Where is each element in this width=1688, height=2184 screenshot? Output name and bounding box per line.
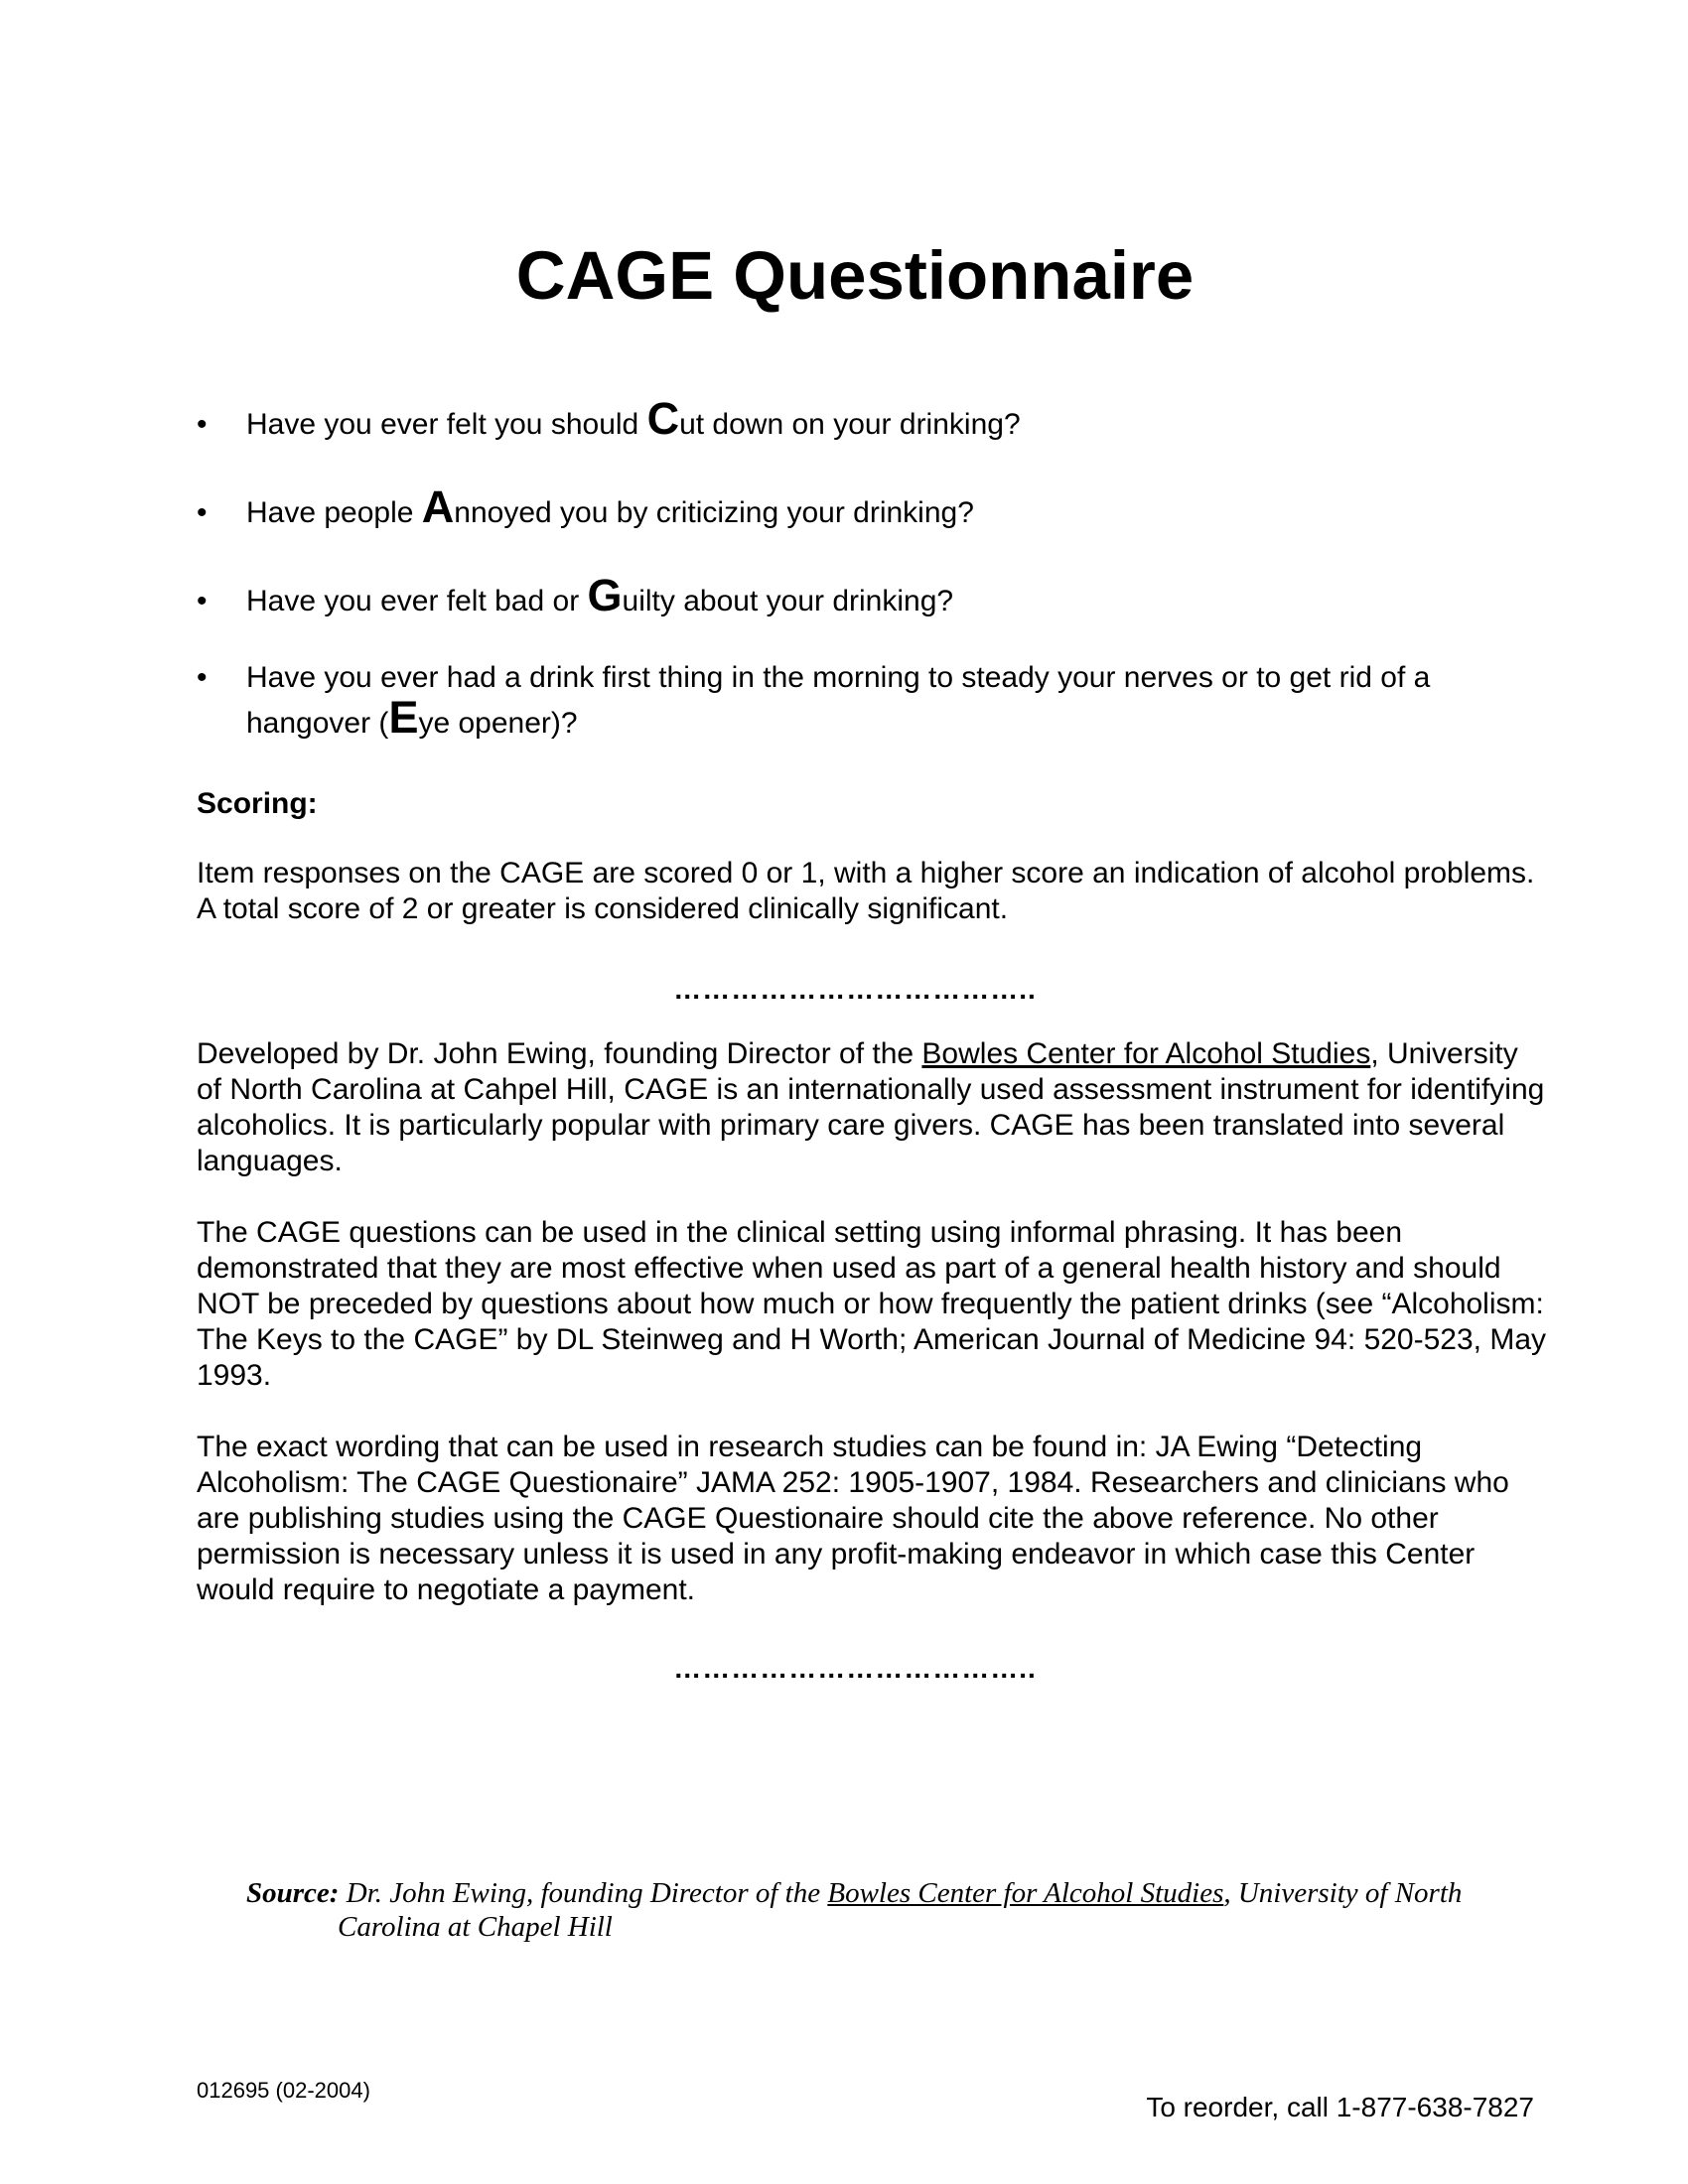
document-page: CAGE Questionnaire • Have you ever felt you should Cut down on your drinking? • Have people Annoyed you by criticizing your drinking? • Have you ever felt bad or Guilty about your drinking? • Have you ever had a drink first thing in the morning to steady your nerves or to get rid of a hangover (Eye opener)? Scoring: Item responses on the CAGE are scored 0 or 1, with a higher score an indication of alcohol problems. A total score of 2 or greater is considered clinically significant. ……………………………….. Developed by Dr. John Ewing, founding Director of the Bowles Center for Alcohol Studies, University of North Carolina at Cahpel Hill, CAGE is an internationally used assessment instrument for identifying alcoholics. It is particularly popular with primary care givers. CAGE has been translated into several languages. The CAGE questions can be used in the clinical setting using informal phrasing. It has been demonstrated that they are most effective when used as part of a general health history and should NOT be preceded by questions about how much or how frequently the patient drinks (see “Alcoholism: The Keys to the CAGE” by DL Steinweg and H Worth; American Journal of Medicine 94: 520-523, May 1993. The exact wording that can be used in research studies can be found in: JA Ewing “Detecting Alcoholism: The CAGE Questionaire” JAMA 252: 1905-1907, 1984. Researchers and clinicians who are publishing studies using the CAGE Questionaire should cite the above reference. No other permission is necessary unless it is used in any profit-making endeavor in which case this Center would require to negotiate a payment. ……………………………….. Source: Dr. John Ewing, founding Director of the Bowles Center for Alcohol Studies, University of North Carolina at Chapel Hill 012695 (02-2004) To reorder, call 1-877-638-7827	[0, 0, 1688, 2184]
source-bowles-center-link[interactable]: Bowles Center for Alcohol Studies	[827, 1877, 1224, 1909]
bullet: •	[197, 585, 208, 617]
source-label: Source:	[246, 1877, 340, 1909]
scoring-heading: Scoring:	[197, 787, 318, 820]
letter-e: E	[388, 692, 419, 743]
scoring-text: Item responses on the CAGE are scored 0 or 1, with a higher score an indication of alcohol problems. A total score of 2 or greater is considered clinically significant.	[197, 857, 1535, 925]
reorder-phone: To reorder, call 1-877-638-7827	[1146, 2092, 1534, 2122]
bowles-center-link[interactable]: Bowles Center for Alcohol Studies	[921, 1037, 1371, 1070]
letter-c: C	[646, 393, 680, 444]
letter-g: G	[587, 570, 623, 620]
separator: ………………………………..	[673, 1653, 1037, 1684]
bullet: •	[197, 661, 208, 694]
page-title: CAGE Questionnaire	[515, 237, 1195, 314]
bullet: •	[197, 408, 208, 441]
research-paragraph: The exact wording that can be used in research studies can be found in: JA Ewing “Detecting Alcoholism: The CAGE Questionaire” JAMA 252: 1905-1907, 1984. Researchers and clinicians who are publishing studies using the CAGE Questionaire should cite the above reference. No other permission is necessary unless it is used in any profit-making endeavor in which case this Center would require to negotiate a payment.	[197, 1431, 1509, 1606]
bullet: •	[197, 496, 208, 529]
letter-a: A	[421, 481, 455, 532]
separator: ………………………………..	[673, 974, 1037, 1005]
source-citation: Source: Dr. John Ewing, founding Director of the Bowles Center for Alcohol Studies, University of North Carolina at Chapel Hill	[246, 1877, 1463, 1943]
developed-paragraph: Developed by Dr. John Ewing, founding Director of the Bowles Center for Alcohol Studies, University of North Carolina at Cahpel Hill, CAGE is an internationally used assessment instrument for identifying alcoholics. It is particularly popular with primary care givers. CAGE has been translated into several languages.	[197, 1037, 1545, 1177]
form-number: 012695 (02-2004)	[197, 2078, 370, 2103]
clinical-paragraph: The CAGE questions can be used in the clinical setting using informal phrasing. It has been demonstrated that they are most effective when used as part of a general health history and should NOT be preceded by questions about how much or how frequently the patient drinks (see “Alcoholism: The Keys to the CAGE” by DL Steinweg and H Worth; American Journal of Medicine 94: 520-523, May 1993.	[197, 1216, 1547, 1392]
